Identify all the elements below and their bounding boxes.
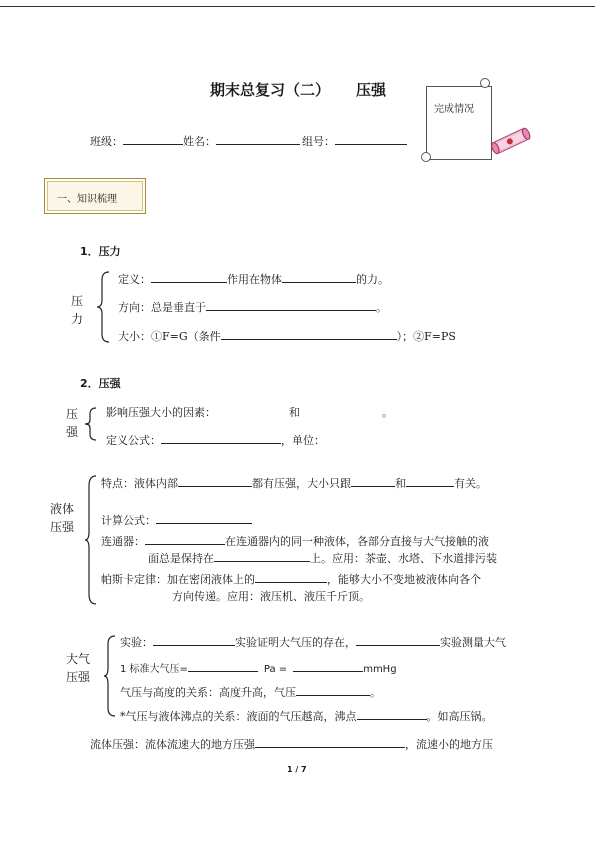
text-run: mmHg <box>363 664 397 675</box>
text-run: 1 标准大气压= <box>120 664 188 675</box>
top-rule <box>0 6 595 7</box>
liquid-features <box>101 475 487 491</box>
student-info-line <box>90 133 407 149</box>
text-run: 方向：总是垂直于 <box>118 301 206 314</box>
liquid-formula <box>101 512 252 528</box>
text-run: 。 <box>376 301 387 314</box>
brace-icon <box>84 474 98 606</box>
section-title: 一、知识梳理 <box>57 194 117 205</box>
liquid-vessel-line2 <box>148 550 497 566</box>
class-label: 班级： <box>90 135 123 148</box>
blank-field[interactable] <box>351 475 395 487</box>
completion-scroll <box>420 78 494 160</box>
text-run: 定义： <box>118 273 151 286</box>
blank-field[interactable] <box>156 512 252 524</box>
text-run: Pa = <box>263 664 288 675</box>
side-label-char: 压 <box>71 294 84 308</box>
side-label-text: 液体 <box>50 502 75 516</box>
text-run: *气压与液体沸点的关系：液面的气压越高，沸点 <box>120 710 357 723</box>
blank-field[interactable] <box>356 634 440 646</box>
blank-field[interactable] <box>296 684 370 696</box>
text-run: 在连通器内的同一种液体，各部分直接与大气接触的液 <box>225 535 489 548</box>
blank-field[interactable] <box>145 533 225 545</box>
text-run: 气压与高度的关系：高度升高，气压 <box>120 686 296 699</box>
pressure-force-direction <box>118 299 387 315</box>
atmosphere-boiling <box>120 708 493 724</box>
blank-field[interactable] <box>357 708 427 720</box>
text-run: 定义公式： <box>106 434 161 447</box>
brace-icon <box>103 634 117 718</box>
side-label-text: 大气 <box>66 652 91 666</box>
heading-pressure: 2．压强 <box>80 377 121 390</box>
text-run: ）；②F=PS <box>396 330 456 343</box>
brace-icon <box>84 406 98 442</box>
text-run: 流体压强：流体流速大的地方压强 <box>90 738 255 751</box>
blank-field[interactable] <box>178 475 252 487</box>
text-run: 实验： <box>120 636 153 649</box>
blank-field[interactable] <box>206 299 376 311</box>
liquid-pascal-line1 <box>101 571 481 587</box>
pressure-formula <box>106 432 325 448</box>
text-run: 连通器： <box>101 535 145 548</box>
atmosphere-side-label <box>66 650 90 686</box>
text-run: 有关。 <box>454 477 487 490</box>
text-run: 作用在物体 <box>227 273 282 286</box>
name-field[interactable] <box>216 133 300 145</box>
text-run: 的力。 <box>356 273 389 286</box>
group-label: 组号： <box>302 135 335 148</box>
side-label-text: 压强 <box>50 520 75 534</box>
text-run: ，单位： <box>281 434 325 447</box>
blank-field[interactable] <box>151 271 227 283</box>
blank-field[interactable] <box>221 328 397 340</box>
text-run: 影响压强大小的因素： <box>106 406 216 419</box>
text-run: 上。应用：茶壶、水塔、下水道排污装 <box>310 552 497 565</box>
text-run: 实验测量大气 <box>440 636 506 649</box>
blank-field[interactable] <box>214 550 310 562</box>
text-run: 。 <box>370 686 381 699</box>
atmosphere-standard <box>120 660 397 675</box>
pressure-factors <box>106 404 393 420</box>
blank-field[interactable] <box>282 271 356 283</box>
decorative-scroll-icon <box>488 120 538 162</box>
text-run: ，流速小的地方压 <box>405 738 493 751</box>
title-main: 期末总复习（二） <box>210 81 331 99</box>
scroll-paper <box>426 86 492 160</box>
blank-field[interactable] <box>188 660 258 672</box>
group-field[interactable] <box>335 133 407 145</box>
atmosphere-height <box>120 684 381 700</box>
name-label: 姓名： <box>183 135 216 148</box>
side-label-char: 压 <box>66 407 79 421</box>
section-knowledge-box <box>44 178 146 214</box>
blank-field[interactable] <box>161 432 281 444</box>
liquid-vessel-line1 <box>101 533 489 549</box>
text-run: 计算公式： <box>101 514 156 527</box>
blank-field[interactable] <box>293 660 363 672</box>
text-run: 。如高压锅。 <box>426 710 493 723</box>
text-run: 都有压强，大小只跟 <box>252 477 351 490</box>
text-run: 和 <box>289 406 300 419</box>
page-number: 1 / 7 <box>287 765 307 774</box>
text-run: 和 <box>395 477 406 490</box>
text-run: 。 <box>382 406 393 419</box>
blank-field[interactable] <box>153 634 235 646</box>
pressure-side-label <box>66 405 78 441</box>
pressure-force-side-label <box>71 292 83 328</box>
text-run: 帕斯卡定律：加在密闭液体上的 <box>101 573 255 586</box>
blank-field[interactable] <box>255 571 327 583</box>
text-run: 面总是保持在 <box>148 552 214 565</box>
scroll-roll-bottom <box>421 152 431 162</box>
completion-label: 完成情况 <box>434 104 474 115</box>
text-run: 大小：①F=G（条件 <box>118 330 221 343</box>
scroll-roll-top <box>480 78 490 88</box>
blank-field[interactable] <box>406 475 454 487</box>
side-label-text: 压强 <box>66 670 91 684</box>
liquid-pascal-line2: 方向传递。应用：液压机、液压千斤顶。 <box>172 590 370 603</box>
text-run: 实验证明大气压的存在， <box>235 636 356 649</box>
fluid-pressure <box>90 736 493 752</box>
side-label-char: 力 <box>71 312 84 326</box>
atmosphere-experiment <box>120 634 506 650</box>
text-run: ，能够大小不变地被液体向各个 <box>327 573 481 586</box>
class-field[interactable] <box>123 133 183 145</box>
page-title <box>210 79 386 100</box>
pressure-force-definition <box>118 271 389 287</box>
title-topic: 压强 <box>356 81 387 99</box>
heading-pressure-force: 1．压力 <box>80 245 121 258</box>
liquid-side-label <box>50 500 74 536</box>
brace-icon <box>96 270 112 344</box>
text-run: 特点：液体内部 <box>101 477 178 490</box>
pressure-force-size <box>118 328 456 344</box>
blank-field[interactable] <box>255 736 405 748</box>
side-label-char: 强 <box>66 425 79 439</box>
